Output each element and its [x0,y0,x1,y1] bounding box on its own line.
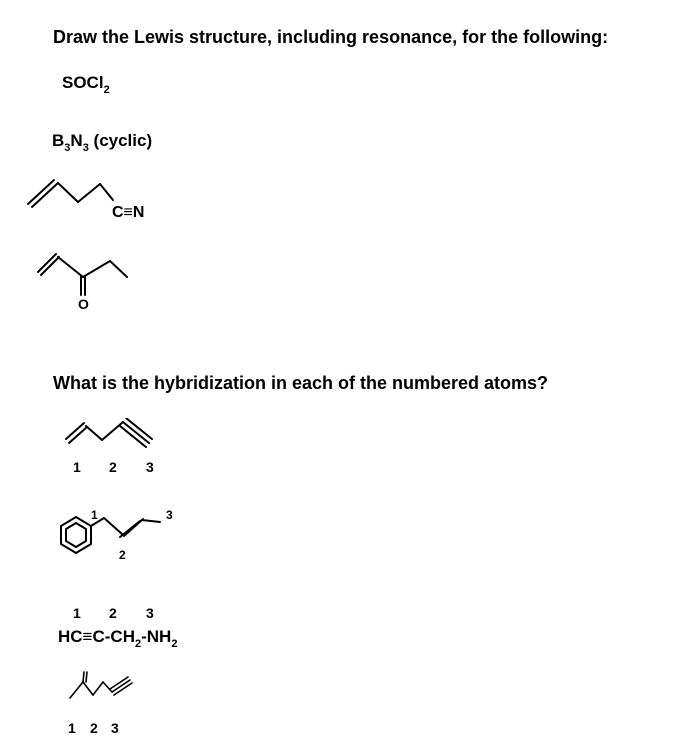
amide-number-1: 1 [68,720,76,736]
enyne-number-1: 1 [73,459,81,475]
propargyl-formula-a: HC≡C-CH [58,627,135,646]
b3n3-formula [52,131,153,154]
b3n3-suffix: (cyclic) [88,131,153,150]
b3n3-n: N [70,131,83,150]
socl2-sub: 2 [103,84,110,96]
b3n3-b-sub: 3 [64,142,71,154]
socl2-formula [62,73,110,96]
nitrile-structure [25,178,165,228]
amide-number-2: 2 [90,720,98,736]
propargyl-number-3: 3 [146,605,154,621]
propargyl-number-1: 1 [73,605,81,621]
propargyl-formula-b: -NH [141,627,172,646]
ketone-oxygen-label: O [78,296,89,312]
amide-number-3: 3 [111,720,119,736]
propargyl-number-2: 2 [109,605,117,621]
styrene-structure [46,500,186,570]
lewis-heading: Draw the Lewis structure, including resonance, for the following: [53,27,609,47]
propargyl-sub-b: 2 [171,638,178,650]
socl2-base: SOCl [62,73,104,92]
styrene-number-2: 2 [119,548,126,562]
b3n3-b: B [52,131,65,150]
hybridization-heading: What is the hybridization in each of the numbered atoms? [53,373,549,393]
enyne-number-3: 3 [146,459,154,475]
nitrile-label: C≡N [112,204,145,221]
propargyl-sub-a: 2 [134,638,142,650]
styrene-number-1: 1 [91,508,98,522]
enyne-number-2: 2 [109,459,117,475]
enyne-structure [64,418,164,453]
ketone-structure [36,245,146,320]
amide-alkyne-structure [62,668,152,708]
styrene-number-3: 3 [166,508,173,522]
propargylamine-formula [58,627,178,650]
b3n3-n-sub: 3 [82,142,89,154]
